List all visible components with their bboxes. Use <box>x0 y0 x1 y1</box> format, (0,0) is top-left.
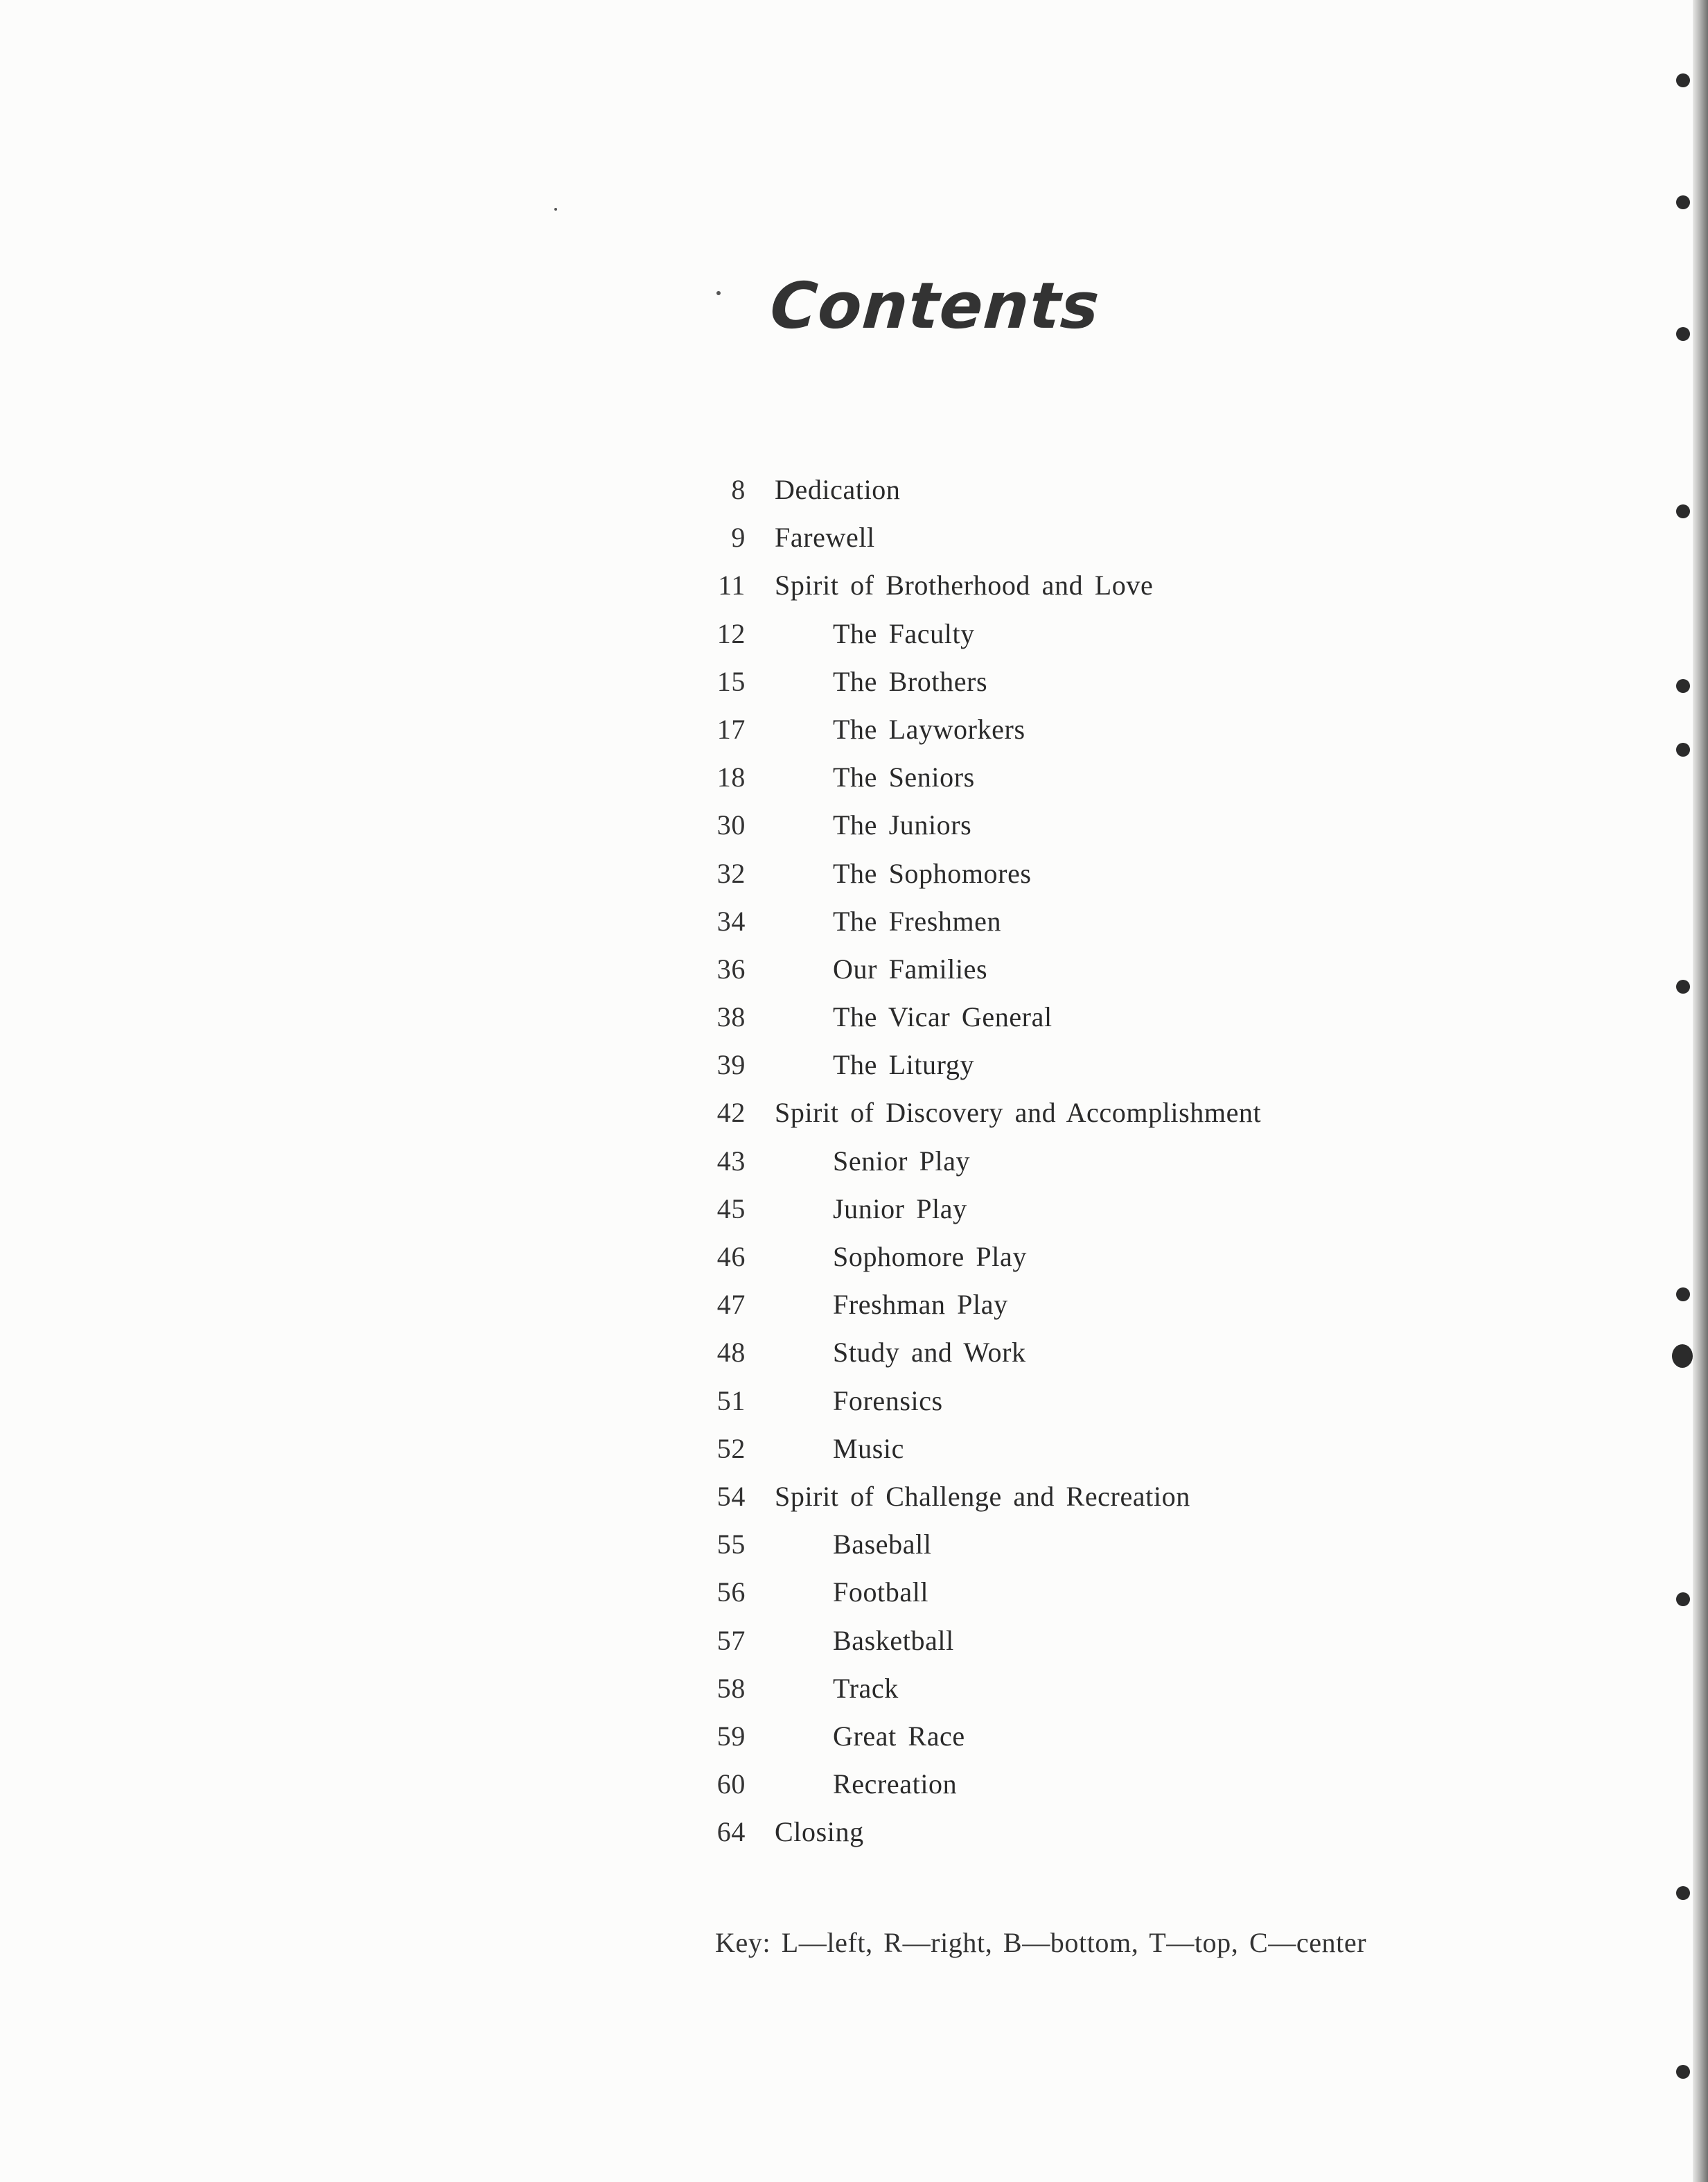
toc-entry-title: Study and Work <box>833 1337 1026 1369</box>
toc-entry-title: Closing <box>775 1816 864 1848</box>
toc-page-number: 18 <box>716 762 746 793</box>
toc-entry-title: Senior Play <box>833 1145 971 1177</box>
toc-entry-title: Great Race <box>833 1720 965 1752</box>
toc-page-number: 60 <box>716 1768 746 1800</box>
toc-entry-title: The Liturgy <box>833 1049 975 1081</box>
toc-entry-title: Recreation <box>833 1768 958 1800</box>
punch-hole <box>1676 73 1690 87</box>
toc-entry-title: Football <box>833 1576 929 1608</box>
toc-page-number: 15 <box>716 665 746 697</box>
punch-hole <box>1676 504 1690 518</box>
toc-entry-title: Music <box>833 1432 904 1464</box>
toc-page-number: 34 <box>716 905 746 937</box>
toc-entry <box>665 1808 1462 1856</box>
toc-entry-title: Spirit of Challenge and Recreation <box>775 1480 1190 1512</box>
toc-entry-title: Sophomore Play <box>833 1241 1027 1272</box>
toc-entry <box>665 1089 1462 1136</box>
paper-speck <box>554 208 557 211</box>
toc-entry-title: Freshman Play <box>833 1289 1008 1321</box>
toc-page-number: 55 <box>716 1529 746 1560</box>
toc-page-number: 43 <box>716 1145 746 1177</box>
toc-entry <box>665 753 1462 801</box>
toc-page-number: 59 <box>716 1720 746 1752</box>
punch-hole <box>1676 743 1690 757</box>
toc-entry-title: Spirit of Brotherhood and Love <box>775 570 1154 601</box>
toc-page-number: 58 <box>716 1672 746 1704</box>
toc-entry-title: The Brothers <box>833 665 988 697</box>
punch-hole <box>1672 1344 1693 1368</box>
toc-entry-title: The Layworkers <box>833 713 1025 745</box>
toc-entry <box>665 466 1462 513</box>
toc-page-number: 12 <box>716 617 746 649</box>
paper-speck <box>716 291 721 295</box>
toc-entry <box>665 513 1462 561</box>
toc-page-number: 64 <box>716 1816 746 1848</box>
toc-entry <box>665 1712 1462 1760</box>
toc-entry-title: The Faculty <box>833 617 975 649</box>
toc-entry <box>665 1568 1462 1616</box>
punch-hole <box>1676 2065 1690 2079</box>
toc-page-number: 56 <box>716 1576 746 1608</box>
toc-entry <box>665 610 1462 658</box>
toc-page-number: 42 <box>716 1097 746 1129</box>
toc-entry <box>665 1137 1462 1185</box>
toc-page-number: 30 <box>716 809 746 841</box>
toc-entry-title: Basketball <box>833 1624 954 1656</box>
toc-entry <box>665 1377 1462 1425</box>
toc-page-number: 46 <box>716 1241 746 1272</box>
toc-entry <box>665 1472 1462 1520</box>
punch-hole <box>1676 679 1690 693</box>
toc-entry-title: Baseball <box>833 1529 932 1560</box>
page-title: Contents <box>768 269 1102 343</box>
toc-entry <box>665 1185 1462 1233</box>
toc-entry-title: The Juniors <box>833 809 972 841</box>
toc-entry <box>665 945 1462 993</box>
toc-entry-title: Track <box>833 1672 899 1704</box>
toc-page-number: 52 <box>716 1432 746 1464</box>
toc-entry-title: Dedication <box>775 474 901 505</box>
toc-page-number: 38 <box>716 1001 746 1033</box>
toc-page-number: 48 <box>716 1337 746 1369</box>
toc-page-number: 17 <box>716 713 746 745</box>
toc-page-number: 32 <box>716 857 746 889</box>
toc-entry <box>665 1520 1462 1568</box>
toc-entry <box>665 1425 1462 1472</box>
toc-page-number: 45 <box>716 1193 746 1224</box>
punch-hole <box>1676 1592 1690 1606</box>
toc-page-number: 9 <box>731 522 746 554</box>
toc-page-number: 47 <box>716 1289 746 1321</box>
toc-entry <box>665 1617 1462 1664</box>
toc-entry-title: The Vicar General <box>833 1001 1053 1033</box>
toc-entry-title: Forensics <box>833 1384 943 1416</box>
toc-entry-title: The Seniors <box>833 762 975 793</box>
toc-entry <box>665 1041 1462 1089</box>
toc-entry <box>665 561 1462 609</box>
punch-hole <box>1676 1287 1690 1301</box>
toc-entry-title: The Freshmen <box>833 905 1002 937</box>
toc-page-number: 54 <box>716 1480 746 1512</box>
toc-entry <box>665 850 1462 897</box>
toc-entry <box>665 1328 1462 1376</box>
toc-entry <box>665 705 1462 753</box>
toc-entry <box>665 897 1462 945</box>
toc-entry-title: The Sophomores <box>833 857 1032 889</box>
punch-hole <box>1676 327 1690 341</box>
table-of-contents <box>665 466 1462 1856</box>
toc-page-number: 51 <box>716 1384 746 1416</box>
toc-entry <box>665 658 1462 705</box>
toc-entry <box>665 1233 1462 1281</box>
punch-hole <box>1676 195 1690 209</box>
toc-page-number: 57 <box>716 1624 746 1656</box>
toc-entry-title: Farewell <box>775 522 875 554</box>
toc-entry-title: Spirit of Discovery and Accomplishment <box>775 1097 1262 1129</box>
toc-entry-title: Our Families <box>833 953 988 985</box>
toc-page-number: 11 <box>718 570 746 601</box>
toc-entry <box>665 993 1462 1041</box>
toc-page-number: 39 <box>716 1049 746 1081</box>
photo-position-key: Key: L—left, R—right, B—bottom, T—top, C—center <box>715 1927 1367 1958</box>
toc-entry <box>665 801 1462 849</box>
punch-hole <box>1676 980 1690 994</box>
page-binding-edge <box>1693 0 1708 2182</box>
punch-hole <box>1676 1886 1690 1900</box>
toc-page-number: 36 <box>716 953 746 985</box>
toc-page-number: 8 <box>731 474 746 505</box>
toc-entry <box>665 1760 1462 1808</box>
toc-entry <box>665 1281 1462 1328</box>
toc-entry-title: Junior Play <box>833 1193 967 1224</box>
toc-entry <box>665 1664 1462 1712</box>
